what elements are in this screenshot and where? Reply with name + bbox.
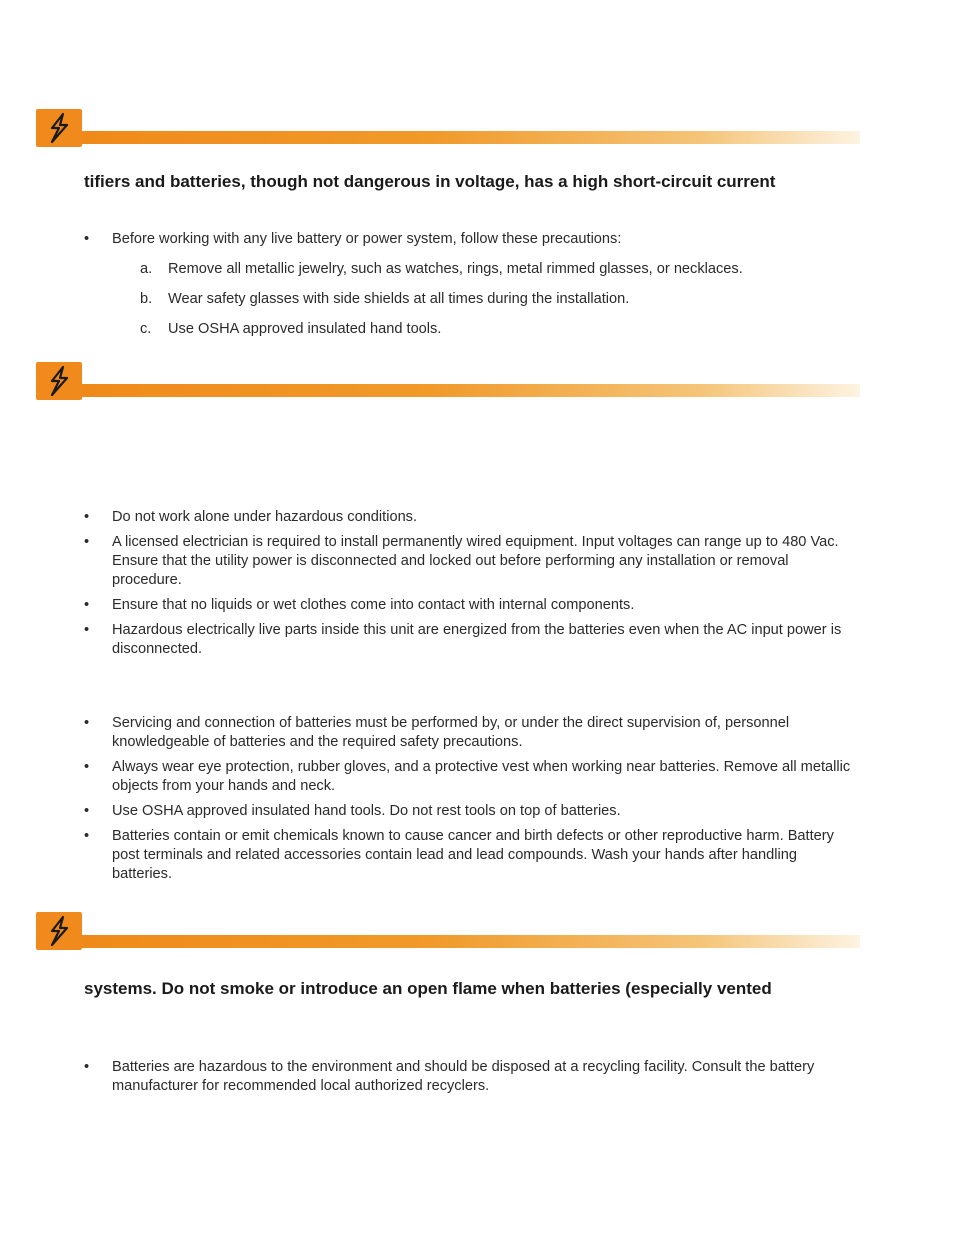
warning-divider-bar (82, 935, 860, 948)
sub-item (112, 320, 854, 339)
sub-item-text: Remove all metallic jewelry, such as watches, rings, metal rimmed glasses, or necklaces. (168, 261, 743, 277)
electrical-hazard-icon (36, 912, 82, 950)
warning-divider-bar (82, 131, 860, 144)
list-item: • Do not work alone under hazardous conditions. (84, 508, 854, 527)
list-item: • Always wear eye protection, rubber gloves, and a protective vest when working near batteries. Remove all metallic objects from your hands and neck. (84, 758, 854, 796)
list-item: • Hazardous electrically live parts inside this unit are energized from the batteries even when the AC input power is disconnected. (84, 621, 854, 659)
sub-item-letter: b. (140, 291, 153, 307)
section-heading: tifiers and batteries, though not dangerous in voltage, has a high short-circuit current (84, 172, 776, 191)
electrical-hazard-icon (36, 109, 82, 147)
precautions-list (84, 230, 854, 345)
sub-item (112, 290, 854, 309)
disposal-list (84, 1058, 854, 1102)
list-item: • Use OSHA approved insulated hand tools. Do not rest tools on top of batteries. (84, 802, 854, 821)
list-item: • Ensure that no liquids or wet clothes come into contact with internal components. (84, 596, 854, 615)
sub-item-text: Wear safety glasses with side shields at all times during the installation. (168, 291, 630, 307)
section-heading: systems. Do not smoke or introduce an open flame when batteries (especially vented (84, 979, 772, 998)
list-item: • Batteries contain or emit chemicals known to cause cancer and birth defects or other reproductive harm. Battery post terminals and related accessories contain lead and lead compounds. Wash your hands after handling batteries. (84, 827, 854, 884)
safety-list (84, 508, 854, 665)
list-item: • Batteries are hazardous to the environment and should be disposed at a recycling facility. Consult the battery manufacturer for recommended local authorized recyclers. (84, 1058, 854, 1096)
battery-safety-list (84, 714, 854, 890)
list-item: • A licensed electrician is required to install permanently wired equipment. Input voltages can range up to 480 Vac. Ensure that the utility power is disconnected and locked out before performing any installation or removal procedure. (84, 533, 854, 590)
sub-item-letter: c. (140, 321, 152, 337)
list-item-text: Before working with any live battery or power system, follow these precautions: (112, 231, 622, 247)
list-item (84, 230, 854, 339)
electrical-hazard-icon (36, 362, 82, 400)
sub-item (112, 260, 854, 279)
sub-item-letter: a. (140, 261, 153, 277)
sub-item-text: Use OSHA approved insulated hand tools. (168, 321, 442, 337)
warning-divider-bar (82, 384, 860, 397)
list-item: • Servicing and connection of batteries must be performed by, or under the direct supervision of, personnel knowledgeable of batteries and the required safety precautions. (84, 714, 854, 752)
